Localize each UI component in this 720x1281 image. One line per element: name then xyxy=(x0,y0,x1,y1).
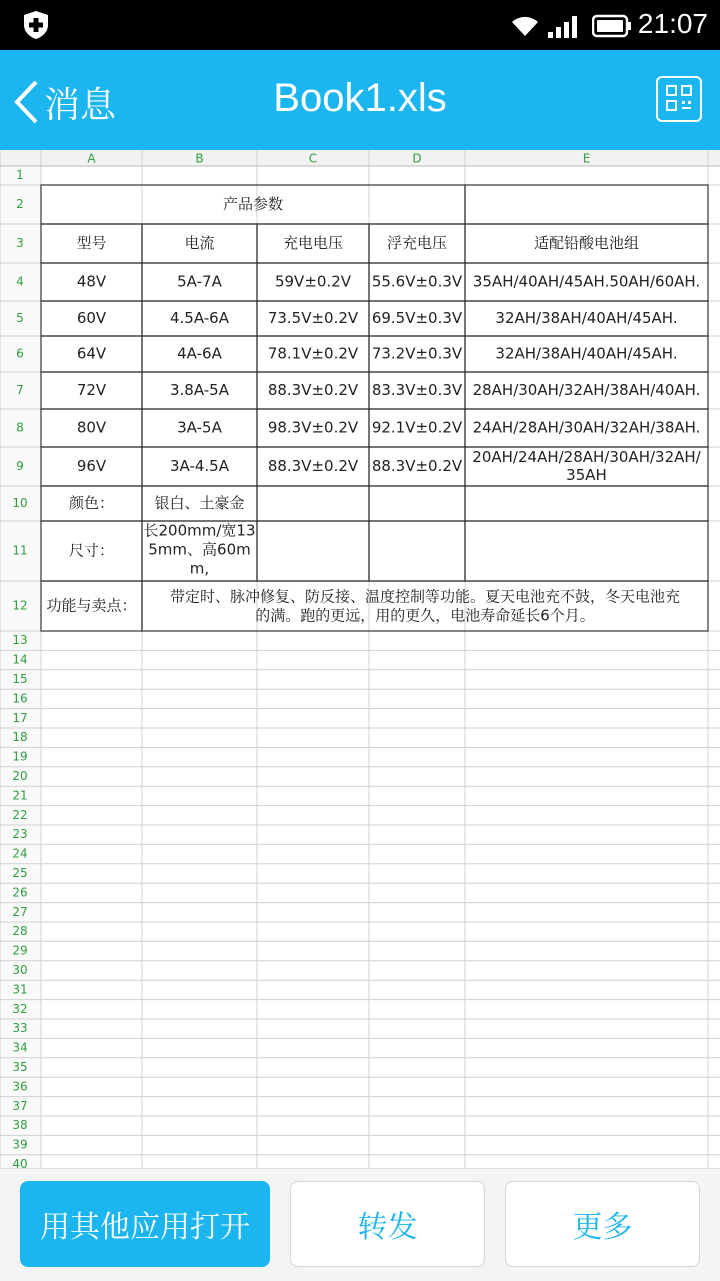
row-number: 11 xyxy=(12,543,28,558)
row-number: 13 xyxy=(12,633,28,648)
row-number: 36 xyxy=(12,1079,28,1094)
row-number: 17 xyxy=(12,710,28,725)
data-cell: 35AH/40AH/45AH.50AH/60AH. xyxy=(472,272,701,291)
app-bar xyxy=(0,50,720,150)
row-number: 31 xyxy=(12,982,28,997)
row-number: 6 xyxy=(16,346,24,361)
qr-code-icon xyxy=(658,78,700,120)
row-number: 4 xyxy=(16,274,24,289)
row-number: 39 xyxy=(12,1137,28,1152)
data-cell: 73.2V±0.3V xyxy=(371,344,463,363)
data-cell: 80V xyxy=(76,418,107,437)
qr-code-button[interactable] xyxy=(656,76,702,122)
row-number: 40 xyxy=(12,1157,28,1168)
row-number: 29 xyxy=(12,943,28,958)
cell-border xyxy=(257,486,369,521)
data-cell: 5A-7A xyxy=(177,272,222,291)
cell-border xyxy=(465,185,708,224)
column-title: 适配铅酸电池组 xyxy=(533,234,640,252)
row-number: 15 xyxy=(12,672,28,686)
row-number: 30 xyxy=(12,963,28,977)
value-size: 长200mm/宽13 xyxy=(143,521,256,540)
data-cell: 96V xyxy=(76,457,107,475)
status-bar xyxy=(0,0,720,50)
label-features: 功能与卖点： xyxy=(46,596,137,615)
data-cell: 3A-4.5A xyxy=(169,457,230,475)
cell-border xyxy=(465,486,708,521)
row-number: 20 xyxy=(12,769,28,783)
data-cell: 4.5A-6A xyxy=(169,309,230,327)
data-cell: 3.8A-5A xyxy=(169,381,230,399)
row-number: 27 xyxy=(12,904,28,919)
row-number: 24 xyxy=(12,846,28,861)
row-number: 37 xyxy=(12,1098,28,1113)
cell-border xyxy=(369,521,465,581)
row-number: 28 xyxy=(12,924,28,939)
data-cell: 88.3V±0.2V xyxy=(267,457,359,475)
column-header-E: E xyxy=(582,151,591,166)
value-features: 带定时、脉冲修复、防反接、温度控制等功能。夏天电池充不鼓，冬天电池充 xyxy=(169,587,681,606)
open-with-other-app-button[interactable]: 用其他应用打开 xyxy=(20,1181,270,1267)
more-button[interactable]: 更多 xyxy=(505,1181,700,1267)
row-number: 14 xyxy=(12,652,28,667)
data-cell: 28AH/30AH/32AH/38AH/40AH. xyxy=(472,381,701,399)
row-number: 32 xyxy=(12,1001,28,1016)
page-title: Book1.xls xyxy=(273,76,447,120)
battery-icon xyxy=(592,14,632,38)
column-title: 电流 xyxy=(184,234,215,252)
data-cell: 24AH/28AH/30AH/32AH/38AH. xyxy=(472,418,701,437)
data-cell-wrapped: 35AH xyxy=(566,466,607,484)
shield-icon xyxy=(22,10,50,40)
value-color: 银白、土豪金 xyxy=(154,494,245,512)
row-number: 1 xyxy=(16,168,24,182)
row-number: 26 xyxy=(12,885,28,900)
bottom-action-bar xyxy=(0,1168,720,1281)
row-number: 19 xyxy=(12,749,28,764)
row-number: 10 xyxy=(12,496,28,510)
cell-border xyxy=(257,521,369,581)
row-number: 7 xyxy=(16,383,24,397)
data-cell: 88.3V±0.2V xyxy=(371,457,463,475)
row-number: 18 xyxy=(12,730,28,745)
column-header-B: B xyxy=(195,151,204,166)
row-number: 22 xyxy=(12,807,28,822)
data-cell: 32AH/38AH/40AH/45AH. xyxy=(495,309,678,327)
data-cell: 3A-5A xyxy=(177,418,222,437)
column-title: 充电电压 xyxy=(282,234,344,252)
cell-border xyxy=(369,486,465,521)
row-number: 34 xyxy=(12,1040,28,1055)
data-cell: 55.6V±0.3V xyxy=(371,272,463,291)
data-cell: 32AH/38AH/40AH/45AH. xyxy=(495,344,678,363)
column-header-row xyxy=(0,150,720,166)
data-cell: 92.1V±0.2V xyxy=(371,418,463,437)
data-cell: 88.3V±0.2V xyxy=(267,381,359,399)
table-title: 产品参数 xyxy=(222,195,284,213)
signal-icon xyxy=(548,14,582,38)
data-cell: 4A-6A xyxy=(177,344,222,363)
row-number: 12 xyxy=(12,598,28,613)
data-cell: 64V xyxy=(76,344,107,363)
data-cell: 60V xyxy=(76,309,107,327)
value-size: m, xyxy=(189,559,210,578)
column-header-D: D xyxy=(412,151,422,166)
spreadsheet-view[interactable] xyxy=(0,150,720,1168)
data-cell: 78.1V±0.2V xyxy=(267,344,359,363)
spreadsheet-grid[interactable] xyxy=(0,150,720,1168)
data-cell: 98.3V±0.2V xyxy=(267,418,359,437)
row-number: 2 xyxy=(16,197,24,211)
row-number: 16 xyxy=(12,691,28,706)
row-number: 33 xyxy=(12,1021,28,1036)
column-title: 浮充电压 xyxy=(386,234,448,252)
column-header-A: A xyxy=(87,151,96,166)
row-number: 8 xyxy=(16,420,24,435)
row-number: 9 xyxy=(16,459,24,473)
data-cell: 73.5V±0.2V xyxy=(267,309,359,327)
label-color: 颜色： xyxy=(68,494,115,512)
label-size: 尺寸： xyxy=(68,541,115,560)
data-cell: 72V xyxy=(76,381,107,399)
back-label: 消息 xyxy=(44,84,117,126)
value-features: 的满。跑的更远，用的更久，电池寿命延长6个月。 xyxy=(255,606,595,625)
row-number: 25 xyxy=(12,866,28,880)
forward-button[interactable]: 转发 xyxy=(290,1181,485,1267)
row-number: 23 xyxy=(12,827,28,842)
row-number: 5 xyxy=(16,311,24,325)
cell-border xyxy=(465,521,708,581)
data-cell-wrapped: 20AH/24AH/28AH/30AH/32AH/ xyxy=(472,448,701,466)
data-cell: 69.5V±0.3V xyxy=(371,309,463,327)
value-size: 5mm、高60m xyxy=(148,540,251,559)
column-header-C: C xyxy=(308,151,318,166)
column-title: 型号 xyxy=(76,234,107,252)
status-time: 21:07 xyxy=(637,8,708,39)
wifi-icon xyxy=(508,12,542,38)
row-number: 38 xyxy=(12,1118,28,1133)
row-number: 3 xyxy=(16,236,24,250)
row-number: 35 xyxy=(12,1060,28,1074)
data-cell: 48V xyxy=(76,272,107,291)
row-number: 21 xyxy=(12,788,28,803)
data-cell: 59V±0.2V xyxy=(274,272,352,291)
data-cell: 83.3V±0.3V xyxy=(371,381,463,399)
